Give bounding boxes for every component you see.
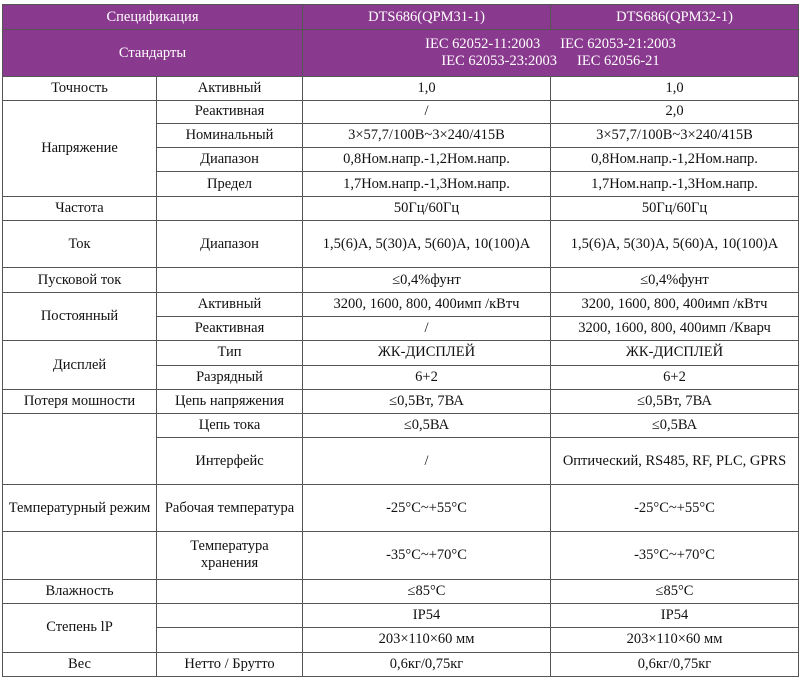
standard-2: IEC 62053-21:2003: [560, 36, 676, 53]
voltage-nominal-v1: 3×57,7/100В~3×240/415В: [303, 123, 551, 147]
table-row: [3, 292, 799, 316]
accuracy-reactive-label: Реактивная: [157, 100, 303, 123]
power-loss-ccircuit-v2: ≤0,5ВА: [551, 414, 799, 438]
table-row: [3, 196, 799, 220]
power-loss-ccircuit-v1: ≤0,5ВА: [303, 414, 551, 438]
humidity-v2: ≤85°C: [551, 579, 799, 603]
weight-sub: Нетто / Брутто: [157, 652, 303, 676]
voltage-limit-v2: 1,7Ном.напр.-1,3Ном.напр.: [551, 172, 799, 196]
table-row: [3, 579, 799, 603]
header-model-1: DTS686(QPM31-1): [303, 5, 551, 30]
temperature-store-v1: -35°C~+70°C: [303, 532, 551, 579]
header-model-2: DTS686(QPM32-1): [551, 5, 799, 30]
display-type-v1: ЖК-ДИСПЛЕЙ: [303, 341, 551, 365]
current-sub: Диапазон: [157, 220, 303, 267]
dimensions-v1: 203×110×60 мм: [303, 628, 551, 652]
ip-sub: [157, 604, 303, 628]
blank-label-cell: [3, 532, 157, 579]
dimensions-v2: 203×110×60 мм: [551, 628, 799, 652]
accuracy-reactive-v2: 2,0: [551, 100, 799, 123]
temperature-work-v2: -25°C~+55°C: [551, 484, 799, 531]
constant-reactive-label: Реактивная: [157, 317, 303, 341]
ip-v2: IP54: [551, 604, 799, 628]
table-row: [3, 484, 799, 531]
starting-sub: [157, 268, 303, 292]
voltage-nominal-label: Номинальный: [157, 123, 303, 147]
accuracy-active-v2: 1,0: [551, 77, 799, 100]
weight-v1: 0,6кг/0,75кг: [303, 652, 551, 676]
humidity-sub: [157, 579, 303, 603]
voltage-range-label: Диапазон: [157, 148, 303, 172]
display-type-v2: ЖК-ДИСПЛЕЙ: [551, 341, 799, 365]
display-digits-v1: 6+2: [303, 365, 551, 389]
standard-4: IEC 62056-21: [577, 53, 660, 70]
starting-label: Пусковой ток: [3, 268, 157, 292]
accuracy-active-label: Активный: [157, 77, 303, 100]
frequency-label: Частота: [3, 196, 157, 220]
current-v2: 1,5(6)A, 5(30)A, 5(60)A, 10(100)A: [551, 220, 799, 267]
accuracy-reactive-v1: /: [303, 100, 551, 123]
frequency-v2: 50Гц/60Гц: [551, 196, 799, 220]
power-loss-vcircuit-v1: ≤0,5Вт, 7ВА: [303, 389, 551, 413]
table-row: [3, 389, 799, 413]
ip-v1: IP54: [303, 604, 551, 628]
constant-active-label: Активный: [157, 292, 303, 316]
power-loss-label: Потеря мошности: [3, 389, 157, 413]
weight-label: Вес: [3, 652, 157, 676]
power-loss-ccircuit-label: Цепь тока: [157, 414, 303, 438]
display-digits-v2: 6+2: [551, 365, 799, 389]
weight-v2: 0,6кг/0,75кг: [551, 652, 799, 676]
current-v1: 1,5(6)A, 5(30)A, 5(60)A, 10(100)A: [303, 220, 551, 267]
voltage-range-v1: 0,8Ном.напр.-1,2Ном.напр.: [303, 148, 551, 172]
constant-label: Постоянный: [3, 292, 157, 341]
header-row: [3, 5, 799, 30]
table-row: [3, 268, 799, 292]
constant-reactive-v2: 3200, 1600, 800, 400имп /Кварч: [551, 317, 799, 341]
header-spec: Спецификация: [3, 5, 303, 30]
interface-label: Интерфейс: [157, 438, 303, 484]
voltage-nominal-v2: 3×57,7/100В~3×240/415В: [551, 123, 799, 147]
standard-1: IEC 62052-11:2003: [425, 36, 541, 53]
voltage-range-v2: 0,8Ном.напр.-1,2Ном.напр.: [551, 148, 799, 172]
constant-active-v1: 3200, 1600, 800, 400имп /кВтч: [303, 292, 551, 316]
accuracy-label: Точность: [3, 77, 157, 100]
current-label: Ток: [3, 220, 157, 267]
table-row: [3, 341, 799, 365]
power-loss-vcircuit-v2: ≤0,5Вт, 7ВА: [551, 389, 799, 413]
voltage-limit-label: Предел: [157, 172, 303, 196]
constant-active-v2: 3200, 1600, 800, 400имп /кВтч: [551, 292, 799, 316]
display-type-label: Тип: [157, 341, 303, 365]
table-row: [3, 220, 799, 267]
standard-3: IEC 62053-23:2003: [441, 53, 558, 70]
frequency-sub: [157, 196, 303, 220]
voltage-label: Напряжение: [3, 100, 157, 196]
spec-table: [2, 4, 799, 677]
standards-label: Стандарты: [3, 30, 303, 77]
temperature-label: Температурный режим: [3, 484, 157, 531]
interface-v1: /: [303, 438, 551, 484]
dimensions-sub: [157, 628, 303, 652]
accuracy-active-v1: 1,0: [303, 77, 551, 100]
frequency-v1: 50Гц/60Гц: [303, 196, 551, 220]
humidity-label: Влажность: [3, 579, 157, 603]
interface-v2: Оптический, RS485, RF, PLC, GPRS: [551, 438, 799, 484]
humidity-v1: ≤85°C: [303, 579, 551, 603]
blank-label-cell: [3, 414, 157, 485]
temperature-work-v1: -25°C~+55°C: [303, 484, 551, 531]
standards-row: [3, 30, 799, 77]
temperature-store-v2: -35°C~+70°C: [551, 532, 799, 579]
display-label: Дисплей: [3, 341, 157, 390]
table-row: [3, 100, 799, 123]
temperature-work-label: Рабочая температура: [157, 484, 303, 531]
table-row: [3, 604, 799, 628]
constant-reactive-v1: /: [303, 317, 551, 341]
voltage-limit-v1: 1,7Ном.напр.-1,3Ном.напр.: [303, 172, 551, 196]
table-row: [3, 532, 799, 579]
starting-v2: ≤0,4%фунт: [551, 268, 799, 292]
starting-v1: ≤0,4%фунт: [303, 268, 551, 292]
temperature-store-label: Температура хранения: [157, 532, 303, 579]
table-row: [3, 414, 799, 438]
ip-label: Степень lP: [3, 604, 157, 653]
display-digits-label: Разрядный: [157, 365, 303, 389]
standards-list: [303, 30, 799, 77]
table-row: [3, 652, 799, 676]
power-loss-vcircuit-label: Цепь напряжения: [157, 389, 303, 413]
table-row: [3, 77, 799, 100]
